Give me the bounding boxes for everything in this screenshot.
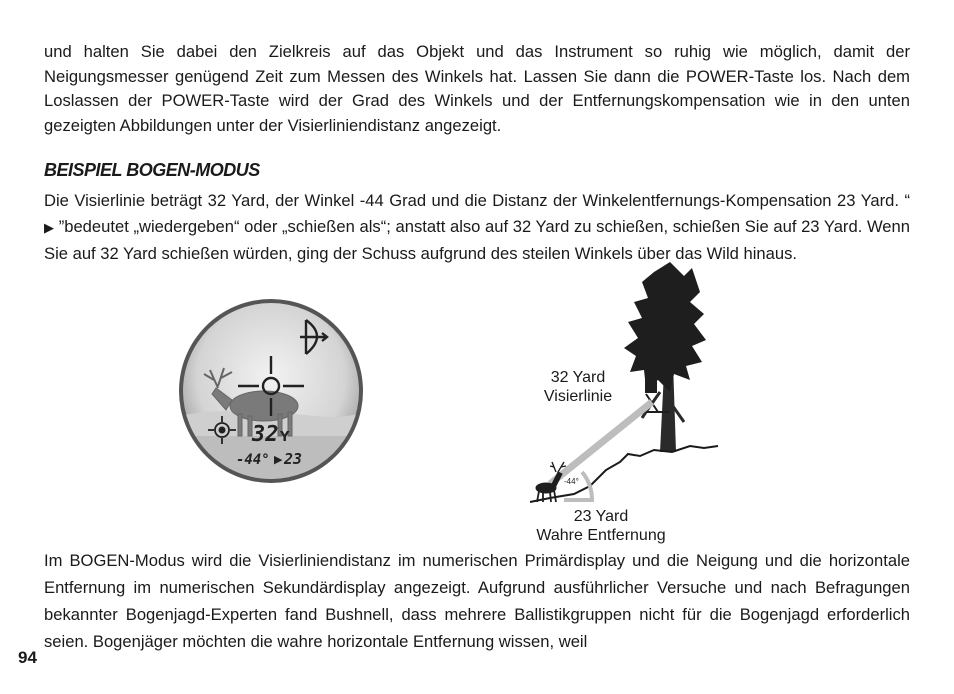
display-distance: 32 xyxy=(252,422,279,447)
true-distance-label xyxy=(520,507,682,545)
intro-paragraph: und halten Sie dabei den Zielkreis auf das Objekt und das Instrument so ruhig wie möglich, damit der Neigungsmesser genügend Zeit zum Messen des Winkels hat. Lassen Sie dann die POWER-Taste los. Nach dem Loslassen der POWER-Taste wird der Grad des Winkels und der Entfernungskompensation wie in den unten gezeigten Abbildungen unter der Visierliniendistanz angezeigt. xyxy=(44,42,910,135)
line-of-sight-value: 32 Yard xyxy=(550,369,606,386)
example-text-part-2: ”bedeutet „wiedergeben“ oder „schießen als“; anstatt also auf 32 Yard zu schießen, schießen Sie auf 23 Yard. Wenn Sie auf 32 Yard schießen würden, ging der Schuss aufgrund des steilen Winkels über das Wild hinaus. xyxy=(44,217,910,263)
line-of-sight-caption: Visierlinie xyxy=(543,388,613,405)
true-distance-caption: Wahre Entfernung xyxy=(536,527,666,544)
true-distance-value: 23 Yard xyxy=(573,508,629,525)
display-angle: -44° xyxy=(236,452,270,468)
display-compensated-distance: 23 xyxy=(284,450,303,468)
tree-illustration xyxy=(624,262,706,452)
line-of-sight-label xyxy=(526,368,630,406)
play-triangle-icon: ▶ xyxy=(44,220,55,235)
example-text-part-1: Die Visierlinie beträgt 32 Yard, der Winkel -44 Grad und die Distanz der Winkelentfernungs-Kompensation 23 Yard. “ xyxy=(44,191,910,210)
section-heading: BEISPIEL BOGEN-MODUS xyxy=(44,160,260,180)
display-unit: Y xyxy=(280,430,290,445)
angle-label: -44° xyxy=(564,477,579,486)
page-number: 94 xyxy=(18,648,37,667)
line-of-sight-beam xyxy=(550,402,652,484)
display-arrow-icon: ▶ xyxy=(274,453,283,466)
rangefinder-view-illustration xyxy=(176,296,366,486)
closing-paragraph: Im BOGEN-Modus wird die Visierliniendistanz im numerischen Primärdisplay und die Neigung und die horizontale Entfernung im numerischen Sekundärdisplay angezeigt. Aufgrund ausführlicher Versuche und nach Befragungen bekannter Bogenjagd-Experten fand Bushnell, dass mehrere Ballistikgruppen nicht für die Bogenjagd erforderlich seien. Bogenjäger möchten die wahre horizontale Entfernung wissen, weil xyxy=(44,551,910,651)
example-paragraph xyxy=(44,188,910,267)
